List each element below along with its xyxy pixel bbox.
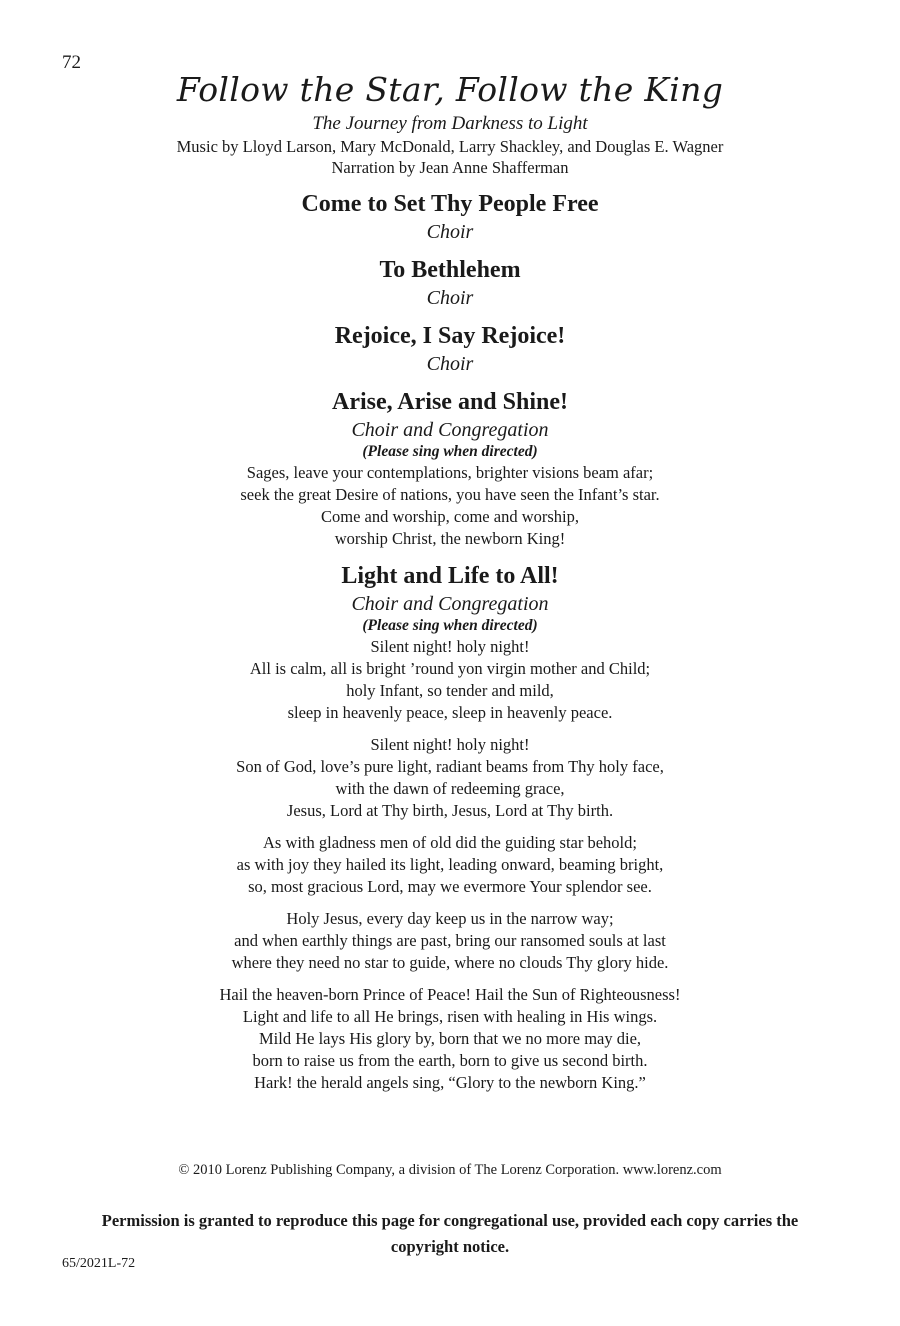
lyric-line: Silent night! holy night! bbox=[370, 637, 530, 656]
lyric-line: and when earthly things are past, bring our ransomed souls at last bbox=[234, 931, 666, 950]
lyric-line: where they need no star to guide, where no clouds Thy glory hide. bbox=[231, 953, 669, 972]
lyric-line: so, most gracious Lord, may we evermore Your splendor see. bbox=[248, 877, 652, 896]
lyric-stanza bbox=[0, 636, 900, 724]
song-list bbox=[0, 188, 900, 1104]
song-instruction: (Please sing when directed) bbox=[362, 443, 538, 460]
copyright-notice: © 2010 Lorenz Publishing Company, a division of The Lorenz Corporation. www.lorenz.com bbox=[178, 1162, 722, 1178]
lyric-line: holy Infant, so tender and mild, bbox=[346, 681, 554, 700]
page-subtitle: The Journey from Darkness to Light bbox=[312, 113, 588, 134]
lyric-line: Sages, leave your contemplations, brighter visions beam afar; bbox=[246, 463, 654, 482]
song-item bbox=[0, 386, 900, 550]
lyric-line: All is calm, all is bright ’round yon virgin mother and Child; bbox=[249, 659, 651, 678]
page-title: Follow the Star, Follow the King bbox=[176, 70, 724, 109]
lyric-line: Holy Jesus, every day keep us in the narrow way; bbox=[286, 909, 614, 928]
page-number: 72 bbox=[62, 52, 81, 73]
narration-credit: Narration by Jean Anne Shafferman bbox=[331, 158, 569, 177]
lyric-line: Come and worship, come and worship, bbox=[321, 507, 579, 526]
song-item bbox=[0, 560, 900, 1094]
song-item bbox=[0, 320, 900, 376]
song-item bbox=[0, 254, 900, 310]
permission-notice: Permission is granted to reproduce this page for congregational use, provided each copy carries the copyright notice. bbox=[101, 1211, 799, 1256]
lyric-line: seek the great Desire of nations, you have seen the Infant’s star. bbox=[240, 485, 660, 504]
song-title: To Bethlehem bbox=[379, 257, 521, 283]
lyric-line: as with joy they hailed its light, leading onward, beaming bright, bbox=[236, 855, 664, 874]
song-instruction: (Please sing when directed) bbox=[362, 617, 538, 634]
lyric-line: with the dawn of redeeming grace, bbox=[335, 779, 565, 798]
song-performer: Choir and Congregation bbox=[351, 593, 549, 615]
lyric-stanza bbox=[0, 734, 900, 822]
song-performer: Choir and Congregation bbox=[351, 419, 549, 441]
lyric-line: born to raise us from the earth, born to give us second birth. bbox=[252, 1051, 648, 1070]
lyric-line: sleep in heavenly peace, sleep in heavenly peace. bbox=[287, 703, 613, 722]
song-performer: Choir bbox=[426, 287, 474, 309]
music-credit: Music by Lloyd Larson, Mary McDonald, Larry Shackley, and Douglas E. Wagner bbox=[176, 137, 724, 156]
song-item bbox=[0, 188, 900, 244]
lyric-line: Hark! the herald angels sing, “Glory to the newborn King.” bbox=[254, 1073, 646, 1092]
lyric-line: Son of God, love’s pure light, radiant beams from Thy holy face, bbox=[236, 757, 664, 776]
song-performer: Choir bbox=[426, 353, 474, 375]
song-title: Rejoice, I Say Rejoice! bbox=[334, 323, 566, 349]
lyric-line: Light and life to all He brings, risen with healing in His wings. bbox=[242, 1007, 658, 1026]
program-header bbox=[0, 68, 900, 178]
lyric-line: Silent night! holy night! bbox=[370, 735, 530, 754]
lyric-line: Hail the heaven-born Prince of Peace! Hail the Sun of Righteousness! bbox=[219, 985, 681, 1004]
lyric-line: Mild He lays His glory by, born that we no more may die, bbox=[258, 1029, 642, 1048]
song-title: Light and Life to All! bbox=[341, 563, 559, 589]
lyric-line: Jesus, Lord at Thy birth, Jesus, Lord at Thy birth. bbox=[286, 801, 614, 820]
lyric-stanza bbox=[0, 984, 900, 1094]
catalog-number: 65/2021L-72 bbox=[62, 1256, 136, 1271]
lyric-line: As with gladness men of old did the guiding star behold; bbox=[263, 833, 637, 852]
lyric-stanza bbox=[0, 462, 900, 550]
song-performer: Choir bbox=[426, 221, 474, 243]
song-title: Come to Set Thy People Free bbox=[301, 191, 599, 217]
lyric-stanza bbox=[0, 832, 900, 898]
song-title: Arise, Arise and Shine! bbox=[331, 389, 568, 415]
lyric-stanza bbox=[0, 908, 900, 974]
lyric-line: worship Christ, the newborn King! bbox=[334, 529, 566, 548]
